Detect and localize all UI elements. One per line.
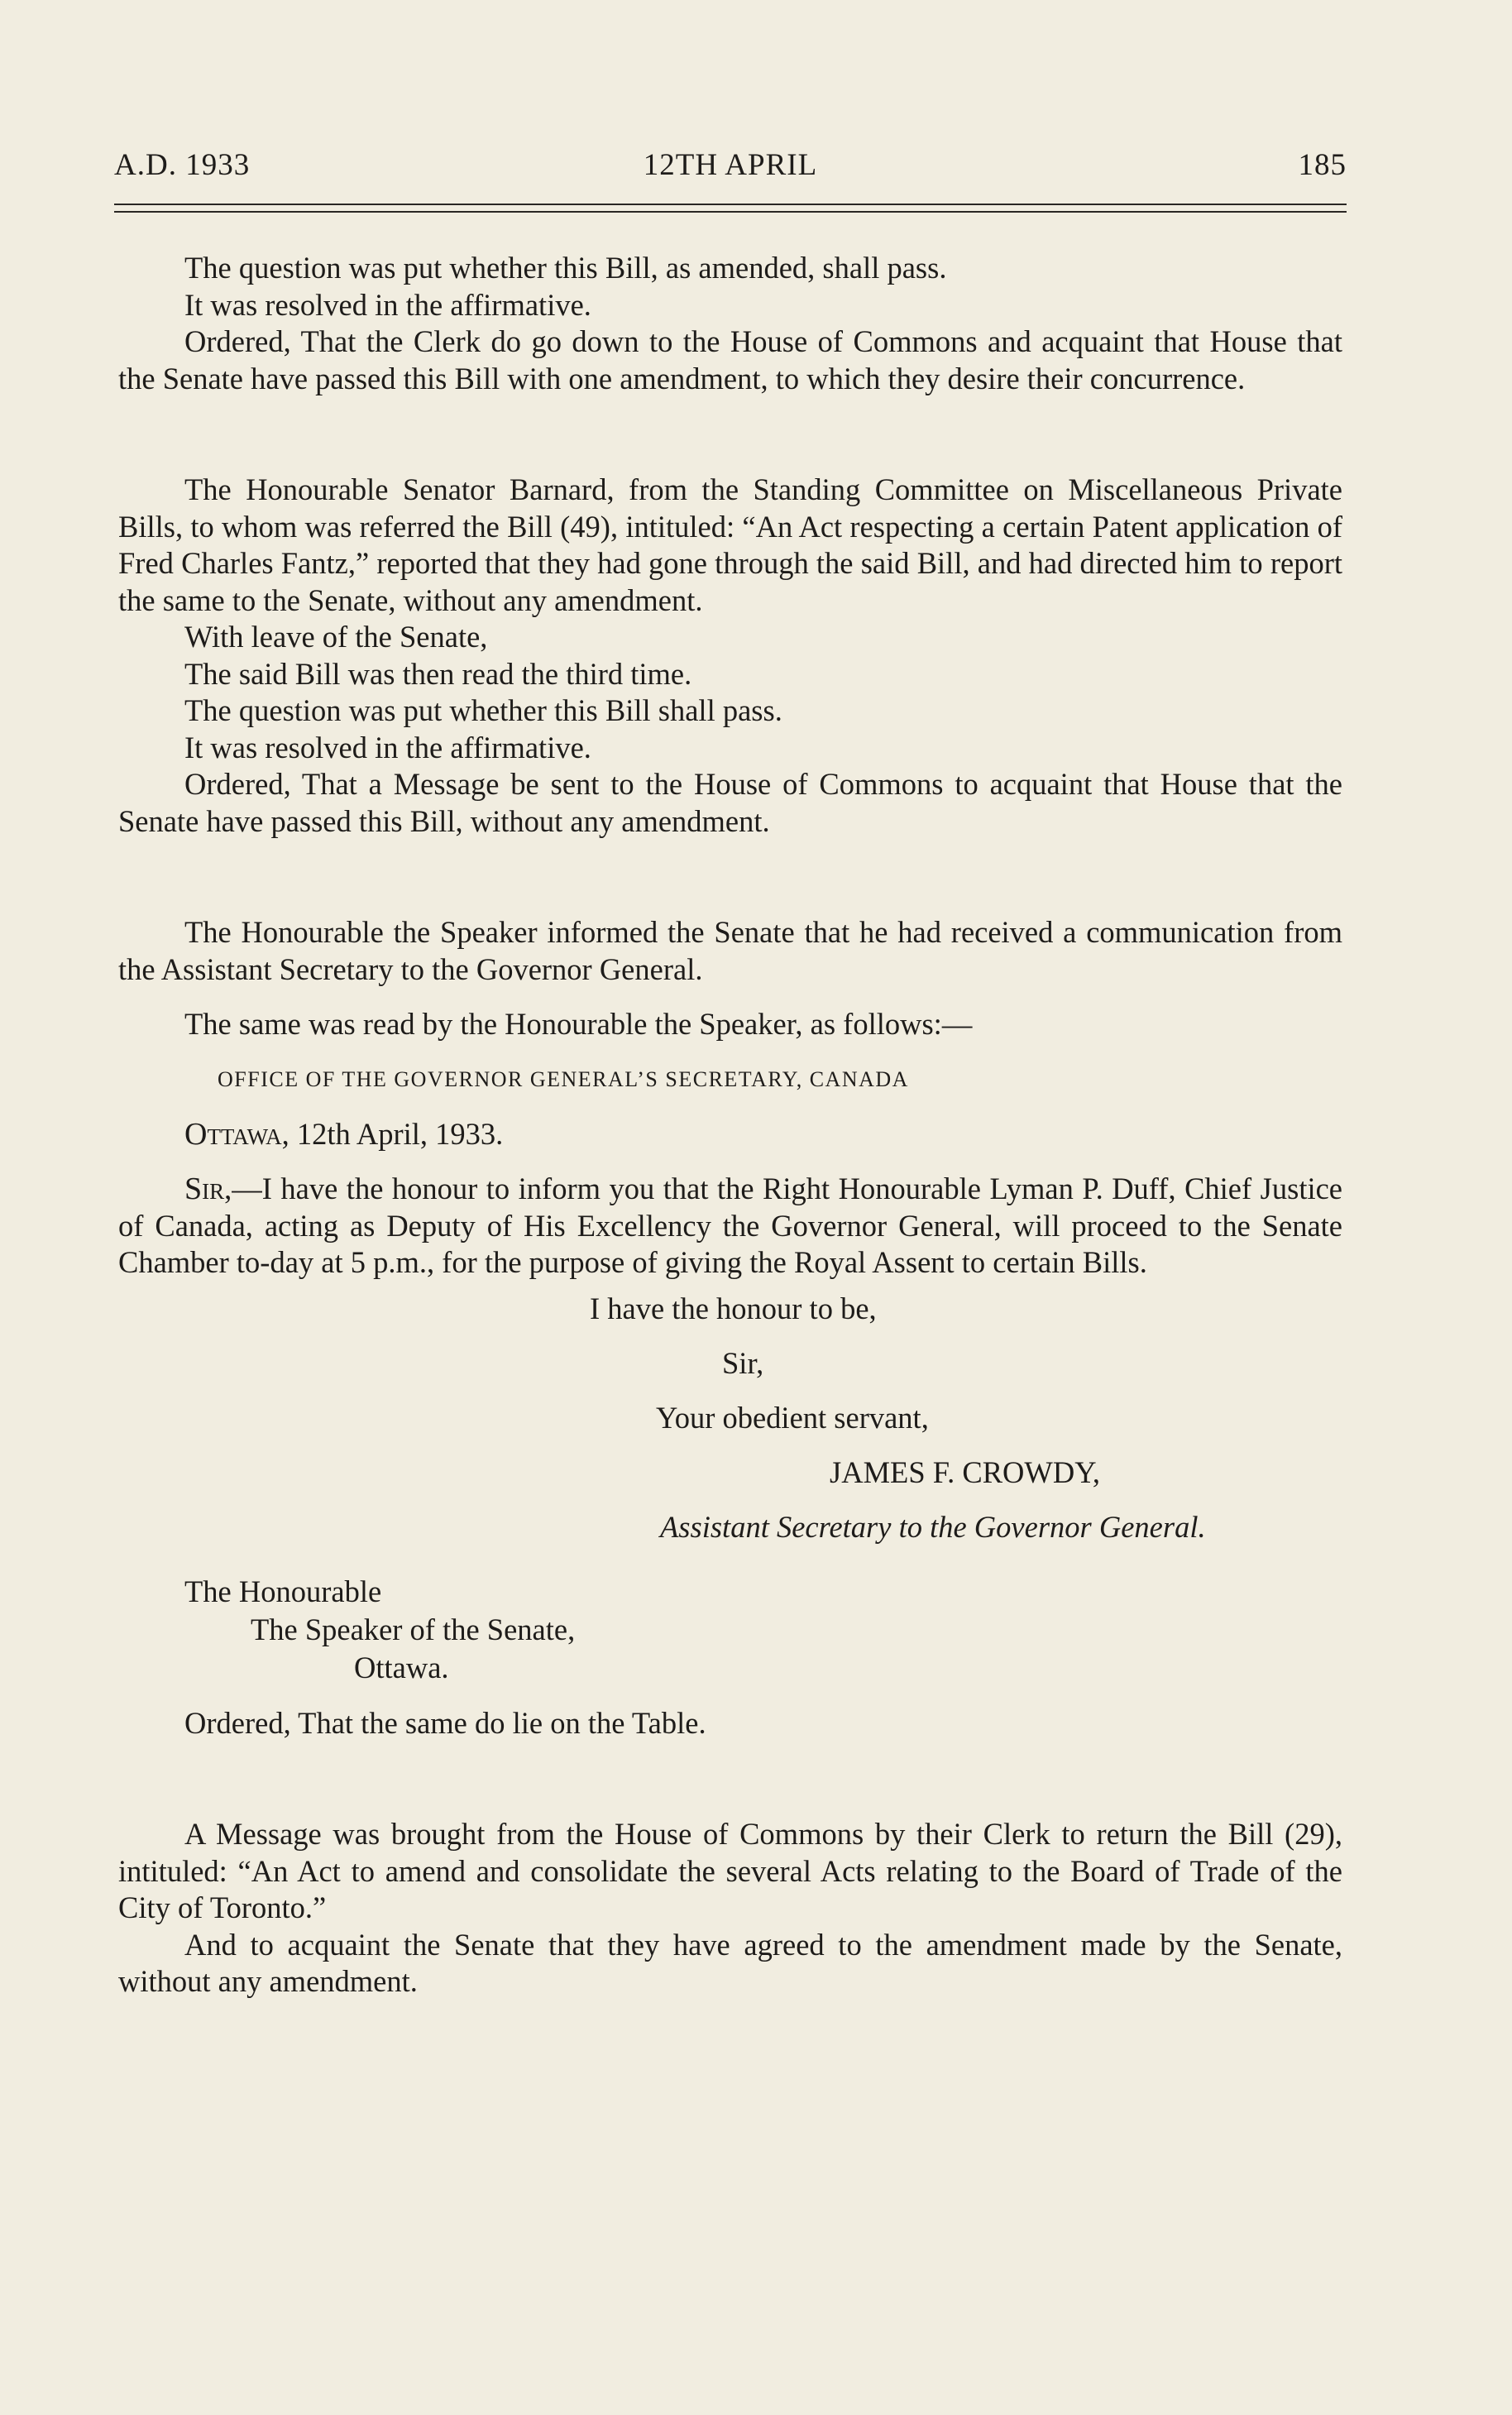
paragraph: With leave of the Senate, bbox=[184, 620, 488, 654]
addressee-line: The Honourable bbox=[184, 1574, 382, 1608]
spacer bbox=[118, 1043, 1342, 1061]
header-year: A.D. 1933 bbox=[114, 148, 251, 182]
paragraph: The Honourable the Speaker informed the Senate that he had received a communication from the Assistant Secretary to the Governor General. bbox=[118, 915, 1342, 986]
paragraph: It was resolved in the affirmative. bbox=[184, 287, 591, 322]
addressee-line: The Speaker of the Senate, bbox=[251, 1612, 576, 1646]
spacer bbox=[118, 1098, 1342, 1116]
dateline-date: , 12th April, 1933. bbox=[281, 1116, 504, 1151]
paragraph: The question was put whether this Bill shall pass. bbox=[184, 693, 782, 727]
closing-servant: Your obedient servant, bbox=[656, 1400, 929, 1435]
spacer bbox=[118, 988, 1342, 1006]
paragraph: Ordered, That the same do lie on the Table. bbox=[184, 1705, 706, 1740]
salutation: Sir bbox=[184, 1172, 225, 1206]
paragraph: The Honourable Senator Barnard, from the Standing Committee on Miscellaneous Private Bills, to whom was referred the Bill (49), intituled: “An Act respecting a certain Patent application of Fred Charles Fantz,” reported that they had gone through the said Bill, and had directed him to report the same to the Senate, without any amendment. bbox=[118, 472, 1342, 617]
paragraph: Ordered, That the Clerk do go down to the House of Commons and acquaint that House that the Senate have passed this Bill with one amendment, to which they desire their concurrence. bbox=[118, 324, 1342, 395]
dateline-place: Ottawa bbox=[184, 1116, 282, 1152]
section-gap bbox=[118, 1742, 1342, 1816]
page-number: 185 bbox=[1298, 148, 1347, 182]
spacer bbox=[118, 1152, 1342, 1171]
header-date: 12TH APRIL bbox=[643, 148, 818, 182]
paragraph: The question was put whether this Bill, as amended, shall pass. bbox=[184, 251, 947, 285]
closing-sir: Sir, bbox=[722, 1345, 764, 1380]
paragraph: The same was read by the Honourable the Speaker, as follows:— bbox=[184, 1007, 973, 1041]
running-head bbox=[114, 147, 1347, 189]
paragraph: It was resolved in the affirmative. bbox=[184, 730, 591, 764]
paragraph: A Message was brought from the House of Commons by their Clerk to return the Bill (29), intituled: “An Act to amend and consolidate the several Acts relating to the Board of Trade of the City of Toronto.” bbox=[118, 1817, 1342, 1924]
paragraph: The said Bill was then read the third time. bbox=[184, 656, 692, 691]
double-rule bbox=[114, 204, 1347, 215]
section-gap bbox=[118, 840, 1342, 914]
paragraph: And to acquaint the Senate that they have agreed to the amendment made by the Senate, without any amendment. bbox=[118, 1927, 1342, 1998]
spacer bbox=[118, 1687, 1342, 1705]
signatory-name: JAMES F. CROWDY, bbox=[830, 1454, 1101, 1489]
rule-top bbox=[114, 204, 1347, 205]
closing-line: I have the honour to be, bbox=[590, 1291, 877, 1325]
office-heading: OFFICE OF THE GOVERNOR GENERAL’S SECRETARY, CANADA bbox=[218, 1066, 909, 1091]
paragraph: Ordered, That a Message be sent to the House of Commons to acquaint that House that the Senate have passed this Bill, without any amendment. bbox=[118, 767, 1342, 838]
spacer bbox=[118, 1555, 1342, 1573]
section-gap bbox=[118, 397, 1342, 472]
letter-body-text: ,—I have the honour to inform you that the Right Honourable Lyman P. Duff, Chief Justice of Canada, acting as Deputy of His Excellency the Governor General, will proceed to the Senate Chamber to-day at 5 p.m., for the purpose of giving the Royal Assent to certain Bills. bbox=[118, 1172, 1342, 1279]
signatory-title: Assistant Secretary to the Governor General. bbox=[660, 1509, 1206, 1544]
addressee-line: Ottawa. bbox=[354, 1650, 449, 1684]
page-body bbox=[118, 250, 1342, 2001]
letter-dateline bbox=[118, 1116, 1342, 1153]
rule-bottom bbox=[114, 211, 1347, 213]
letter-body bbox=[118, 1171, 1342, 1282]
